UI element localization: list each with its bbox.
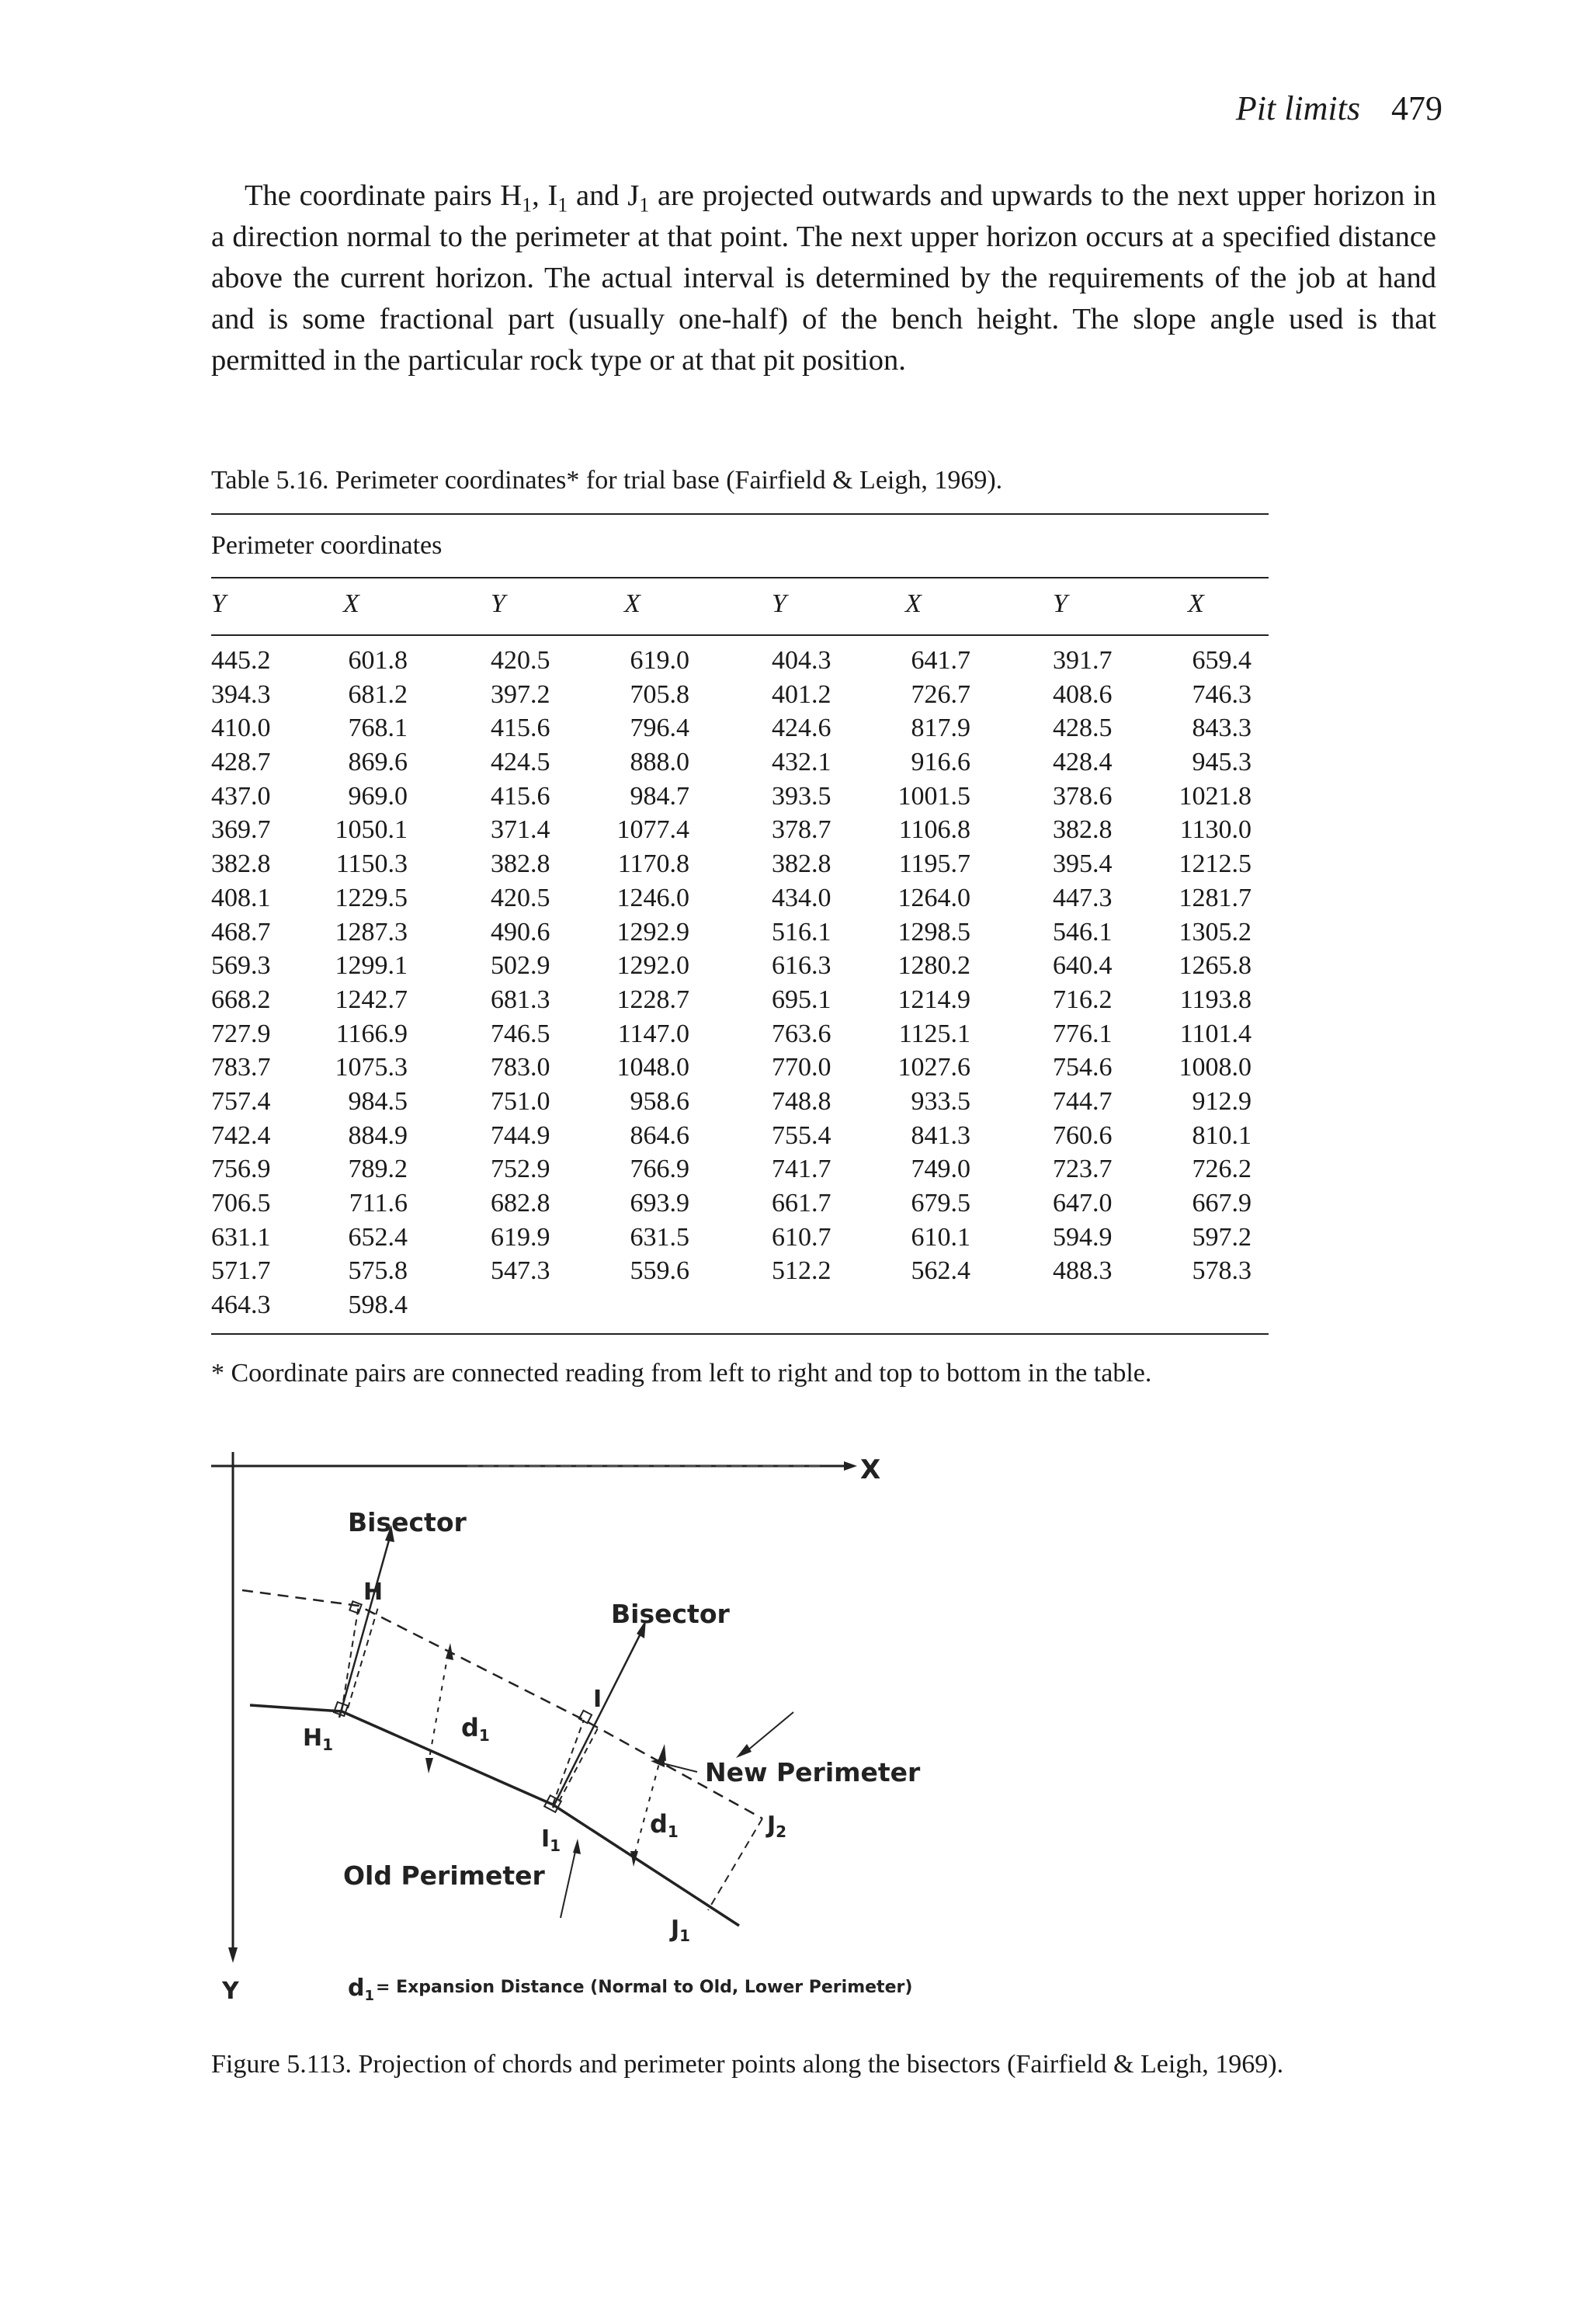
table-cell: 640.4 (1053, 951, 1113, 981)
table-cell: 647.0 (1053, 1189, 1113, 1218)
table-row (211, 745, 1269, 780)
figure-diagram (211, 1444, 1003, 2023)
table-cell: 1265.8 (1179, 951, 1252, 981)
table-cell: 744.9 (491, 1120, 550, 1150)
table-cell: 884.9 (348, 1120, 408, 1150)
table-cell: 864.6 (630, 1120, 689, 1150)
page-number: 479 (1391, 89, 1442, 127)
table-cell: 763.6 (772, 1019, 831, 1048)
table-row (211, 847, 1269, 881)
table-cell: 569.3 (211, 951, 271, 981)
column-header: Y (491, 589, 505, 618)
table-cell: 1281.7 (1179, 883, 1252, 912)
table-cell: 1101.4 (1179, 1019, 1252, 1048)
table-cell: 378.6 (1053, 781, 1113, 811)
table-cell: 912.9 (1192, 1086, 1252, 1116)
table-row (211, 983, 1269, 1017)
new-perimeter-label: New Perimeter (705, 1757, 921, 1787)
table-cell: 661.7 (772, 1189, 831, 1218)
table-cell: 789.2 (348, 1155, 408, 1184)
table-cell: 751.0 (491, 1086, 550, 1116)
table-row (211, 678, 1269, 712)
table-cell: 755.4 (772, 1120, 831, 1150)
table-cell: 749.0 (911, 1155, 970, 1184)
table-cell: 1106.8 (898, 815, 970, 845)
table-cell: 984.5 (348, 1086, 408, 1116)
table-cell: 1008.0 (1179, 1053, 1252, 1082)
table-cell: 445.2 (211, 646, 271, 675)
coordinates-table (211, 513, 1269, 1335)
table-cell: 969.0 (348, 781, 408, 811)
table-cell: 1075.3 (335, 1053, 408, 1082)
table-cell: 958.6 (630, 1086, 689, 1116)
legend-symbol: $d_1$ (348, 1975, 375, 2004)
table-cell: 488.3 (1053, 1256, 1113, 1286)
table-cell: 746.3 (1192, 679, 1252, 709)
table-cell: 382.8 (772, 849, 831, 879)
table-row (211, 813, 1269, 847)
table-cell: 394.3 (211, 679, 271, 709)
table-cell: 1292.9 (616, 917, 689, 947)
table-row (211, 1152, 1269, 1186)
distance-label-2: d1 (650, 1809, 679, 1841)
table-cell: 610.1 (911, 1222, 970, 1252)
column-header: Y (211, 589, 226, 618)
table-cell: 705.8 (630, 679, 689, 709)
table-cell: 1212.5 (1179, 849, 1252, 879)
x-axis-label: X (860, 1454, 881, 1485)
legend-text: = Expansion Distance (Normal to Old, Lower Perimeter) (376, 1978, 913, 1997)
table-cell: 601.8 (348, 646, 408, 675)
table-row (211, 1051, 1269, 1085)
point-j1-label: $J_1$ (671, 1916, 691, 1945)
table-cell: 681.3 (491, 985, 550, 1014)
table-cell: 1166.9 (335, 1019, 408, 1048)
table-cell: 659.4 (1192, 646, 1252, 675)
table-cell: 424.5 (491, 748, 550, 777)
table-cell: 1242.7 (335, 985, 408, 1014)
table-cell: 641.7 (911, 646, 970, 675)
table-cell: 516.1 (772, 917, 831, 947)
table-cell: 748.8 (772, 1086, 831, 1116)
table-cell: 1027.6 (897, 1053, 970, 1082)
table-cell: 378.7 (772, 815, 831, 845)
table-cell: 428.4 (1053, 748, 1113, 777)
table-cell: 757.4 (211, 1086, 271, 1116)
table-cell: 888.0 (630, 748, 689, 777)
table-cell: 395.4 (1053, 849, 1113, 879)
table-cell: 843.3 (1192, 714, 1252, 743)
table-cell: 428.5 (1053, 714, 1113, 743)
figure-caption: Figure 5.113. Projection of chords and perimeter points along the bisectors (Fairfield & Leigh, 1969). (211, 2050, 1284, 2079)
table-cell: 1264.0 (897, 883, 970, 912)
table-cell: 1130.0 (1179, 815, 1252, 845)
table-cell: 916.6 (911, 748, 970, 777)
table-cell: 1001.5 (897, 781, 970, 811)
table-cell: 796.4 (630, 714, 689, 743)
table-cell: 434.0 (772, 883, 831, 912)
table-cell: 512.2 (772, 1256, 831, 1286)
table-cell: 746.5 (491, 1019, 550, 1048)
table-cell: 464.3 (211, 1291, 271, 1320)
table-cell: 502.9 (491, 951, 550, 981)
table-cell: 1077.4 (616, 815, 689, 845)
table-bottom-rule (211, 1333, 1269, 1335)
table-cell: 1195.7 (898, 849, 970, 879)
table-cell: 1280.2 (897, 951, 970, 981)
table-cell: 817.9 (911, 714, 970, 743)
table-cell: 447.3 (1053, 883, 1113, 912)
table-cell: 631.5 (630, 1222, 689, 1252)
point-i-label: I (593, 1686, 602, 1713)
table-row (211, 1221, 1269, 1255)
table-cell: 1305.2 (1179, 917, 1252, 947)
table-caption: Table 5.16. Perimeter coordinates* for trial base (Fairfield & Leigh, 1969). (211, 466, 1003, 495)
y-axis-arrow (228, 1947, 238, 1963)
table-cell: 382.8 (211, 849, 271, 879)
table-cell: 681.2 (348, 679, 408, 709)
table-cell: 752.9 (491, 1155, 550, 1184)
column-header: Y (1053, 589, 1068, 618)
table-cell: 1298.5 (897, 917, 970, 947)
table-cell: 716.2 (1053, 985, 1113, 1014)
table-cell: 945.3 (1192, 748, 1252, 777)
point-j2-label: $J_2$ (767, 1812, 787, 1841)
table-cell: 776.1 (1053, 1019, 1113, 1048)
table-cell: 1287.3 (335, 917, 408, 947)
table-row (211, 780, 1269, 814)
table-cell: 754.6 (1053, 1053, 1113, 1082)
table-cell: 391.7 (1053, 646, 1113, 675)
table-cell: 1125.1 (898, 1019, 970, 1048)
table-row (211, 1254, 1269, 1288)
table-cell: 766.9 (630, 1155, 689, 1184)
bisector-label-2: Bisector (611, 1599, 730, 1629)
table-cell: 397.2 (491, 679, 550, 709)
table-row (211, 1186, 1269, 1221)
table-cell: 727.9 (211, 1019, 271, 1048)
table-cell: 783.0 (491, 1053, 550, 1082)
page-header (1235, 89, 1442, 127)
table-cell: 1147.0 (617, 1019, 689, 1048)
table-cell: 1193.8 (1179, 985, 1252, 1014)
table-row (211, 949, 1269, 983)
table-cell: 1048.0 (616, 1053, 689, 1082)
table-cell: 597.2 (1192, 1222, 1252, 1252)
table-cell: 693.9 (630, 1189, 689, 1218)
table-cell: 547.3 (491, 1256, 550, 1286)
table-cell: 410.0 (211, 714, 271, 743)
table-cell: 741.7 (772, 1155, 831, 1184)
table-cell: 594.9 (1053, 1222, 1113, 1252)
table-cell: 490.6 (491, 917, 550, 947)
bisector-line-i (553, 1631, 642, 1808)
table-cell: 668.2 (211, 985, 271, 1014)
table-footnote: * Coordinate pairs are connected reading from left to right and top to bottom in the table. (211, 1359, 1152, 1388)
table-cell: 726.7 (911, 679, 970, 709)
table-cell: 598.4 (348, 1291, 408, 1320)
table-cell: 408.6 (1053, 679, 1113, 709)
table-row (211, 1288, 1269, 1322)
table-cell: 415.6 (491, 781, 550, 811)
column-header: X (624, 589, 641, 618)
table-cell: 1229.5 (335, 883, 408, 912)
table-cell: 424.6 (772, 714, 831, 743)
table-cell: 369.7 (211, 815, 271, 845)
column-header: X (1188, 589, 1204, 618)
bisector-label-1: Bisector (348, 1507, 467, 1537)
y-axis-label: Y (222, 1978, 239, 2005)
table-cell: 667.9 (1192, 1189, 1252, 1218)
table-cell: 1170.8 (617, 849, 689, 879)
table-cell: 756.9 (211, 1155, 271, 1184)
table-cell: 1228.7 (616, 985, 689, 1014)
table-cell: 711.6 (349, 1189, 408, 1218)
table-cell: 744.7 (1053, 1086, 1113, 1116)
table-cell: 610.7 (772, 1222, 831, 1252)
table-cell: 841.3 (911, 1120, 970, 1150)
table-cell: 571.7 (211, 1256, 271, 1286)
table-cell: 1299.1 (335, 951, 408, 981)
table-row (211, 915, 1269, 950)
table-cell: 616.3 (772, 951, 831, 981)
table-cell: 1214.9 (897, 985, 970, 1014)
table-cell: 726.2 (1192, 1155, 1252, 1184)
table-cell: 810.1 (1192, 1120, 1252, 1150)
table-cell: 933.5 (911, 1086, 970, 1116)
distance-label-1: d1 (461, 1713, 490, 1745)
table-row (211, 881, 1269, 915)
body-paragraph: The coordinate pairs $H_1$, $I_1$ and $J_1$ are projected outwards and upwards to the next upper horizon in a direction normal to the perimeter at that point. The next upper horizon occurs at a specified distance above the current horizon. The actual interval is determined by the requirements of the job at hand and is some fractional part (usually one-half) of the bench height. The slope angle used is that permitted in the particular rock type or at that pit position. (211, 179, 1436, 377)
table-cell: 695.1 (772, 985, 831, 1014)
table-cell: 742.4 (211, 1120, 271, 1150)
table-cell: 770.0 (772, 1053, 831, 1082)
table-cell: 984.7 (630, 781, 689, 811)
table-cell: 783.7 (211, 1053, 271, 1082)
column-header: Y (772, 589, 786, 618)
j-connector (708, 1819, 762, 1910)
table-cell: 682.8 (491, 1189, 550, 1218)
table-cell: 652.4 (348, 1222, 408, 1252)
table-cell: 428.7 (211, 748, 271, 777)
table-row (211, 711, 1269, 745)
table-cell: 619.9 (491, 1222, 550, 1252)
table-cell: 631.1 (211, 1222, 271, 1252)
table-cell: 404.3 (772, 646, 831, 675)
table-row (211, 1085, 1269, 1119)
table-cell: 546.1 (1053, 917, 1113, 947)
old-perimeter-label: Old Perimeter (343, 1860, 545, 1891)
table-cell: 619.0 (630, 646, 689, 675)
table-cell: 408.1 (211, 883, 271, 912)
table-row (211, 1017, 1269, 1051)
table-cell: 432.1 (772, 748, 831, 777)
table-row (211, 644, 1269, 678)
table-cell: 401.2 (772, 679, 831, 709)
table-cell: 679.5 (911, 1189, 970, 1218)
table-cell: 562.4 (911, 1256, 970, 1286)
running-title: Pit limits (1235, 89, 1360, 127)
table-cell: 575.8 (348, 1256, 408, 1286)
table-cell: 1150.3 (335, 849, 408, 879)
table-cell: 760.6 (1053, 1120, 1113, 1150)
table-cell: 1021.8 (1179, 781, 1252, 811)
bisector-line-h (339, 1537, 390, 1718)
column-header: X (343, 589, 359, 618)
table-cell: 559.6 (630, 1256, 689, 1286)
table-cell: 437.0 (211, 781, 271, 811)
table-cell: 393.5 (772, 781, 831, 811)
table-group-header: Perimeter coordinates (211, 531, 443, 560)
table-cell: 869.6 (348, 748, 408, 777)
table-cell: 382.8 (491, 849, 550, 879)
table-cell: 723.7 (1053, 1155, 1113, 1184)
table-cell: 1246.0 (616, 883, 689, 912)
table-cell: 578.3 (1192, 1256, 1252, 1286)
table-cell: 420.5 (491, 883, 550, 912)
table-body (211, 636, 1269, 1333)
table-cell: 468.7 (211, 917, 271, 947)
table-cell: 415.6 (491, 714, 550, 743)
point-h1-label: $H_1$ (303, 1725, 334, 1754)
table-cell: 371.4 (491, 815, 550, 845)
column-header: X (905, 589, 922, 618)
table-cell: 420.5 (491, 646, 550, 675)
table-row (211, 1119, 1269, 1153)
table-column-headers (211, 578, 1269, 634)
point-h-label: H (363, 1579, 384, 1606)
table-cell: 382.8 (1053, 815, 1113, 845)
x-axis-arrow (844, 1461, 857, 1471)
table-cell: 768.1 (348, 714, 408, 743)
table-cell: 1050.1 (335, 815, 408, 845)
table-cell: 706.5 (211, 1189, 271, 1218)
table-cell: 1292.0 (616, 951, 689, 981)
point-i1-label: $I_1$ (541, 1826, 561, 1855)
